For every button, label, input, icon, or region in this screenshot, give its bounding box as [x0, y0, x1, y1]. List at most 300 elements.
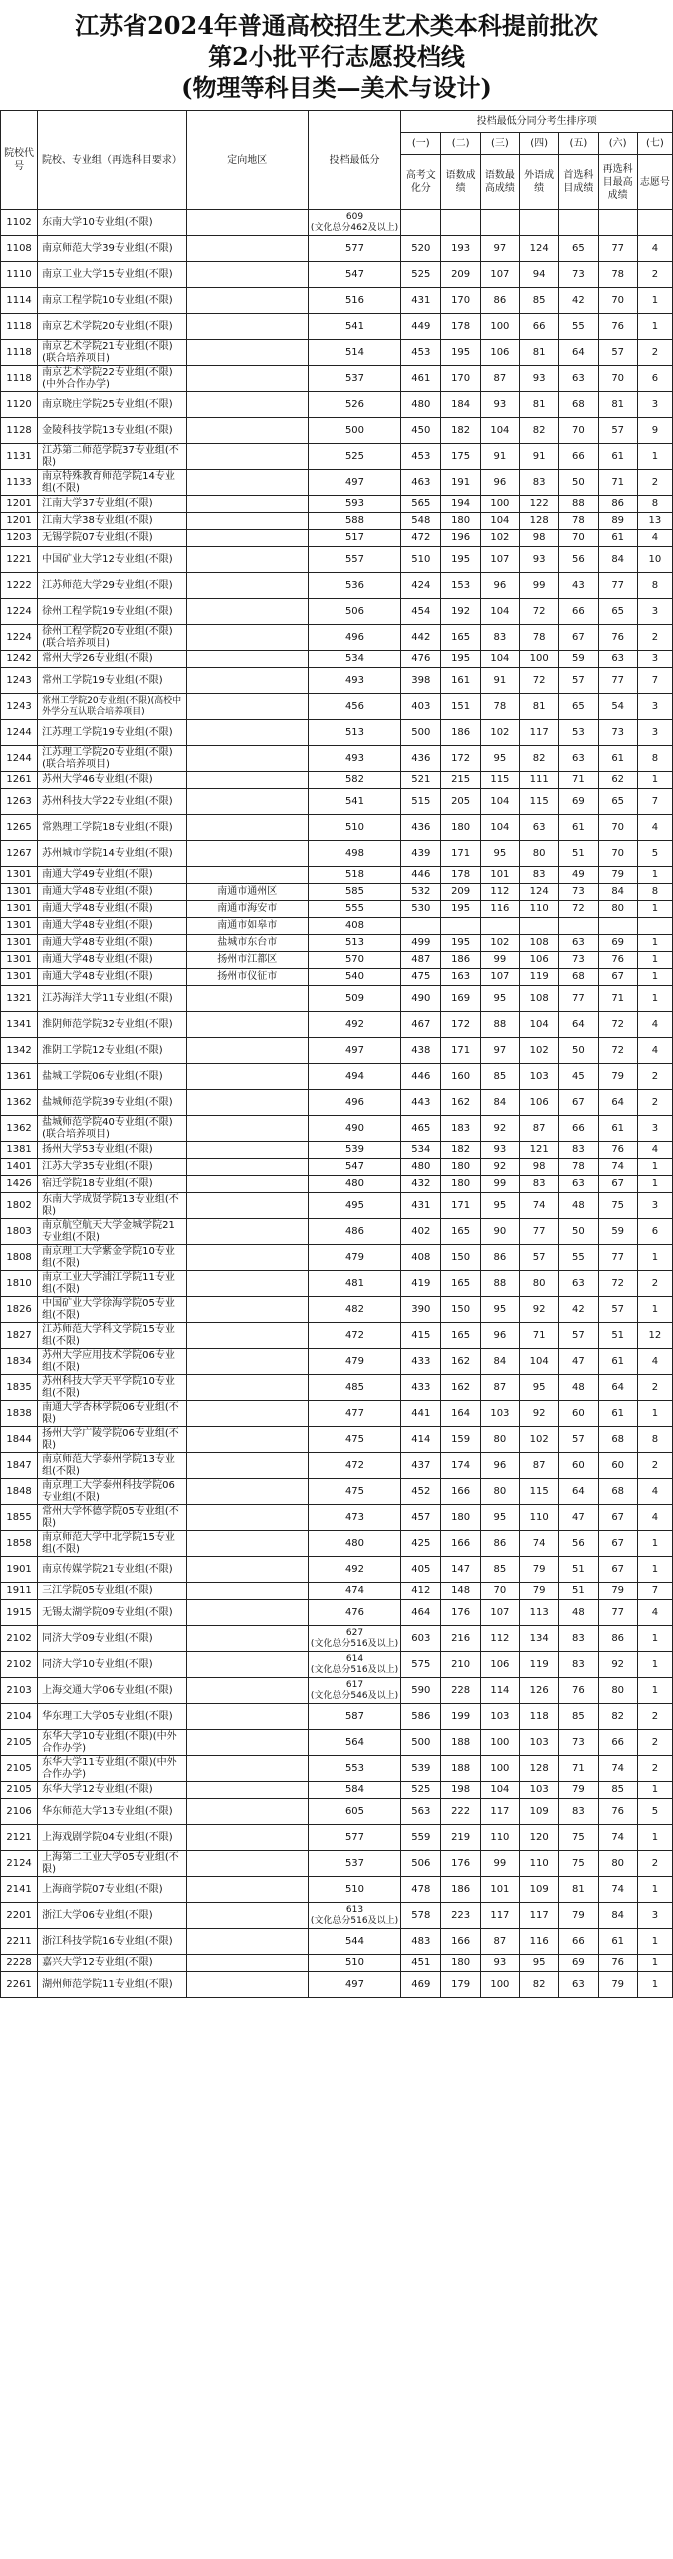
school-group-cell: 南京航空航天大学金城学院21专业组(不限)	[38, 1219, 187, 1245]
region-cell	[186, 867, 308, 884]
foreign-language-cell: 74	[520, 1193, 559, 1219]
title-line-2: 第2小批平行志愿投档线	[208, 42, 465, 71]
foreign-language-cell: 117	[520, 720, 559, 746]
score-total-cell: 449	[401, 314, 441, 340]
score-total-cell: 443	[401, 1090, 441, 1116]
preference-number-cell: 1	[637, 1557, 672, 1583]
chinese-math-max-cell: 96	[480, 1453, 519, 1479]
second-subject-max-cell: 73	[598, 720, 637, 746]
chinese-math-max-cell: 87	[480, 1375, 519, 1401]
foreign-language-cell: 94	[520, 262, 559, 288]
region-cell	[186, 694, 308, 720]
title-line-3: (物理等科目类—美术与设计)	[181, 73, 492, 102]
chinese-math-max-cell: 80	[480, 1427, 519, 1453]
second-subject-max-cell: 71	[598, 470, 637, 496]
first-subject-cell: 47	[559, 1349, 598, 1375]
min-score-cell: 582	[308, 772, 400, 789]
min-score-cell: 517	[308, 530, 400, 547]
chinese-math-max-cell: 100	[480, 496, 519, 513]
table-row	[1, 314, 673, 340]
region-cell	[186, 496, 308, 513]
chinese-math-max-cell: 83	[480, 625, 519, 651]
chinese-math-cell: 176	[441, 1851, 480, 1877]
region-cell	[186, 1401, 308, 1427]
chinese-math-cell	[441, 918, 480, 935]
school-group-cell: 江南大学37专业组(不限)	[38, 496, 187, 513]
second-subject-max-cell: 67	[598, 1505, 637, 1531]
second-subject-max-cell: 61	[598, 530, 637, 547]
school-code-cell: 1847	[1, 1453, 38, 1479]
chinese-math-max-cell: 91	[480, 668, 519, 694]
chinese-math-cell: 178	[441, 867, 480, 884]
min-score-cell: 609 (文化总分462及以上)	[308, 210, 400, 236]
preference-number-cell: 1	[637, 1176, 672, 1193]
region-cell	[186, 1851, 308, 1877]
region-cell	[186, 720, 308, 746]
first-subject-cell: 51	[559, 1557, 598, 1583]
second-subject-max-cell: 77	[598, 1245, 637, 1271]
table-row	[1, 694, 673, 720]
foreign-language-cell: 83	[520, 867, 559, 884]
score-total-cell: 525	[401, 262, 441, 288]
chinese-math-cell: 162	[441, 1349, 480, 1375]
first-subject-cell: 64	[559, 340, 598, 366]
chinese-math-cell: 176	[441, 1600, 480, 1626]
foreign-language-cell: 98	[520, 1159, 559, 1176]
chinese-math-cell: 162	[441, 1090, 480, 1116]
school-code-cell: 1131	[1, 444, 38, 470]
school-code-cell: 2105	[1, 1782, 38, 1799]
chinese-math-cell: 172	[441, 1012, 480, 1038]
min-score-cell: 494	[308, 1064, 400, 1090]
second-subject-max-cell: 70	[598, 815, 637, 841]
chinese-math-max-cell: 95	[480, 1297, 519, 1323]
table-row	[1, 986, 673, 1012]
school-code-cell: 1118	[1, 340, 38, 366]
chinese-math-max-cell: 97	[480, 236, 519, 262]
min-score-cell: 479	[308, 1245, 400, 1271]
preference-number-cell: 8	[637, 496, 672, 513]
min-score-cell: 492	[308, 1012, 400, 1038]
chinese-math-cell: 170	[441, 288, 480, 314]
preference-number-cell: 2	[637, 1730, 672, 1756]
min-score-cell: 540	[308, 969, 400, 986]
min-score-cell: 525	[308, 444, 400, 470]
first-subject-cell: 68	[559, 392, 598, 418]
min-score-cell: 539	[308, 1142, 400, 1159]
school-group-cell: 无锡太湖学院09专业组(不限)	[38, 1600, 187, 1626]
second-subject-max-cell: 67	[598, 969, 637, 986]
second-subject-max-cell: 79	[598, 1583, 637, 1600]
min-score-cell: 593	[308, 496, 400, 513]
foreign-language-cell	[520, 210, 559, 236]
region-cell	[186, 1626, 308, 1652]
foreign-language-cell: 93	[520, 547, 559, 573]
school-group-cell: 南京师范大学中北学院15专业组(不限)	[38, 1531, 187, 1557]
school-code-cell: 1321	[1, 986, 38, 1012]
second-subject-max-cell: 74	[598, 1825, 637, 1851]
region-cell	[186, 547, 308, 573]
second-subject-max-cell: 76	[598, 1142, 637, 1159]
score-total-cell: 451	[401, 1955, 441, 1972]
table-row	[1, 746, 673, 772]
min-score-cell: 510	[308, 1955, 400, 1972]
region-cell	[186, 418, 308, 444]
school-code-cell: 1915	[1, 1600, 38, 1626]
min-score-cell: 496	[308, 625, 400, 651]
second-subject-max-cell: 79	[598, 867, 637, 884]
table-row	[1, 513, 673, 530]
header-school-group: 院校、专业组（再选科目要求）	[38, 111, 187, 210]
second-subject-max-cell: 78	[598, 262, 637, 288]
preference-number-cell: 2	[637, 262, 672, 288]
foreign-language-cell: 116	[520, 1929, 559, 1955]
foreign-language-cell: 120	[520, 1825, 559, 1851]
region-cell	[186, 340, 308, 366]
chinese-math-max-cell: 86	[480, 1531, 519, 1557]
school-group-cell: 常州大学26专业组(不限)	[38, 651, 187, 668]
table-row	[1, 1782, 673, 1799]
foreign-language-cell: 79	[520, 1583, 559, 1600]
region-cell	[186, 444, 308, 470]
chinese-math-max-cell: 99	[480, 1176, 519, 1193]
score-total-cell: 510	[401, 547, 441, 573]
chinese-math-max-cell: 93	[480, 1955, 519, 1972]
foreign-language-cell: 87	[520, 1116, 559, 1142]
school-group-cell: 淮阴工学院12专业组(不限)	[38, 1038, 187, 1064]
first-subject-cell: 75	[559, 1825, 598, 1851]
region-cell	[186, 470, 308, 496]
region-cell	[186, 1557, 308, 1583]
chinese-math-max-cell: 115	[480, 772, 519, 789]
first-subject-cell: 70	[559, 418, 598, 444]
school-code-cell: 1243	[1, 694, 38, 720]
second-subject-max-cell: 59	[598, 1219, 637, 1245]
foreign-language-cell: 77	[520, 1219, 559, 1245]
first-subject-cell: 63	[559, 935, 598, 952]
first-subject-cell: 59	[559, 651, 598, 668]
chinese-math-cell: 160	[441, 1064, 480, 1090]
foreign-language-cell: 81	[520, 694, 559, 720]
first-subject-cell: 69	[559, 1955, 598, 1972]
school-group-cell: 金陵科技学院13专业组(不限)	[38, 418, 187, 444]
table-row	[1, 1626, 673, 1652]
school-code-cell: 1110	[1, 262, 38, 288]
school-code-cell: 1858	[1, 1531, 38, 1557]
chinese-math-max-cell: 92	[480, 1159, 519, 1176]
school-code-cell: 1118	[1, 314, 38, 340]
foreign-language-cell: 80	[520, 1271, 559, 1297]
second-subject-max-cell: 68	[598, 1427, 637, 1453]
second-subject-max-cell: 64	[598, 1375, 637, 1401]
score-total-cell: 534	[401, 1142, 441, 1159]
chinese-math-max-cell: 112	[480, 884, 519, 901]
score-total-cell: 403	[401, 694, 441, 720]
score-total-cell: 446	[401, 1064, 441, 1090]
min-score-cell: 547	[308, 1159, 400, 1176]
score-total-cell: 467	[401, 1012, 441, 1038]
table-row	[1, 651, 673, 668]
region-cell	[186, 815, 308, 841]
score-total-cell: 563	[401, 1799, 441, 1825]
chinese-math-max-cell: 101	[480, 1877, 519, 1903]
school-code-cell: 2211	[1, 1929, 38, 1955]
chinese-math-cell: 165	[441, 1219, 480, 1245]
preference-number-cell: 8	[637, 573, 672, 599]
region-cell	[186, 1505, 308, 1531]
second-subject-max-cell: 72	[598, 1012, 637, 1038]
score-total-cell: 439	[401, 841, 441, 867]
preference-number-cell: 1	[637, 1782, 672, 1799]
min-score-cell: 500	[308, 418, 400, 444]
min-score-cell: 481	[308, 1271, 400, 1297]
chinese-math-cell: 188	[441, 1756, 480, 1782]
second-subject-max-cell: 57	[598, 340, 637, 366]
min-score-cell: 510	[308, 1877, 400, 1903]
region-cell	[186, 746, 308, 772]
school-group-cell: 常熟理工学院18专业组(不限)	[38, 815, 187, 841]
school-group-cell: 徐州工程学院20专业组(不限)(联合培养项目)	[38, 625, 187, 651]
preference-number-cell: 2	[637, 625, 672, 651]
second-subject-max-cell: 79	[598, 1064, 637, 1090]
header-school-code: 院校代号	[1, 111, 38, 210]
region-cell	[186, 1652, 308, 1678]
foreign-language-cell: 126	[520, 1678, 559, 1704]
school-group-cell: 南通大学48专业组(不限)	[38, 969, 187, 986]
region-cell	[186, 1159, 308, 1176]
second-subject-max-cell: 74	[598, 1159, 637, 1176]
school-code-cell: 1362	[1, 1116, 38, 1142]
school-code-cell: 1114	[1, 288, 38, 314]
foreign-language-cell: 119	[520, 969, 559, 986]
first-subject-cell: 65	[559, 694, 598, 720]
second-subject-max-cell: 70	[598, 288, 637, 314]
score-total-cell: 431	[401, 1193, 441, 1219]
min-score-cell: 555	[308, 901, 400, 918]
region-cell	[186, 651, 308, 668]
foreign-language-cell: 72	[520, 599, 559, 625]
second-subject-max-cell: 77	[598, 1600, 637, 1626]
min-score-cell: 509	[308, 986, 400, 1012]
region-cell	[186, 1012, 308, 1038]
chinese-math-cell: 172	[441, 746, 480, 772]
school-group-cell: 江南大学38专业组(不限)	[38, 513, 187, 530]
chinese-math-cell: 165	[441, 1323, 480, 1349]
first-subject-cell: 78	[559, 1159, 598, 1176]
first-subject-cell: 51	[559, 841, 598, 867]
chinese-math-max-cell: 85	[480, 1557, 519, 1583]
school-code-cell: 1301	[1, 867, 38, 884]
foreign-language-cell: 85	[520, 288, 559, 314]
chinese-math-cell: 151	[441, 694, 480, 720]
table-row	[1, 599, 673, 625]
foreign-language-cell: 104	[520, 1349, 559, 1375]
min-score-cell: 474	[308, 1583, 400, 1600]
school-group-cell: 浙江科技学院16专业组(不限)	[38, 1929, 187, 1955]
foreign-language-cell: 81	[520, 392, 559, 418]
chinese-math-cell: 209	[441, 884, 480, 901]
first-subject-cell: 73	[559, 262, 598, 288]
chinese-math-max-cell: 93	[480, 1142, 519, 1159]
min-score-cell: 472	[308, 1453, 400, 1479]
region-cell	[186, 513, 308, 530]
preference-number-cell: 1	[637, 1972, 672, 1998]
region-cell	[186, 1600, 308, 1626]
first-subject-cell: 55	[559, 1245, 598, 1271]
chinese-math-max-cell: 95	[480, 986, 519, 1012]
second-subject-max-cell: 86	[598, 496, 637, 513]
table-row	[1, 1038, 673, 1064]
chinese-math-max-cell: 100	[480, 314, 519, 340]
school-group-cell: 上海第二工业大学05专业组(不限)	[38, 1851, 187, 1877]
second-subject-max-cell: 70	[598, 841, 637, 867]
chinese-math-cell: 193	[441, 236, 480, 262]
school-group-cell: 无锡学院07专业组(不限)	[38, 530, 187, 547]
region-cell	[186, 1955, 308, 1972]
chinese-math-cell: 183	[441, 1116, 480, 1142]
chinese-math-max-cell: 101	[480, 867, 519, 884]
first-subject-cell: 45	[559, 1064, 598, 1090]
school-group-cell: 扬州大学广陵学院06专业组(不限)	[38, 1427, 187, 1453]
chinese-math-cell: 195	[441, 340, 480, 366]
title-line-1: 江苏省2024年普通高校招生艺术类本科提前批次	[75, 11, 598, 40]
school-group-cell: 东南大学成贤学院13专业组(不限)	[38, 1193, 187, 1219]
foreign-language-cell: 81	[520, 340, 559, 366]
table-row	[1, 444, 673, 470]
foreign-language-cell: 95	[520, 1375, 559, 1401]
table-row	[1, 210, 673, 236]
score-total-cell: 425	[401, 1531, 441, 1557]
second-subject-max-cell: 86	[598, 1626, 637, 1652]
school-group-cell: 徐州工程学院19专业组(不限)	[38, 599, 187, 625]
school-code-cell: 1221	[1, 547, 38, 573]
foreign-language-cell: 119	[520, 1652, 559, 1678]
header-tiebreak: 投档最低分同分考生排序项	[401, 111, 673, 133]
chinese-math-max-cell: 104	[480, 815, 519, 841]
preference-number-cell: 1	[637, 935, 672, 952]
min-score-cell: 537	[308, 366, 400, 392]
school-code-cell: 1263	[1, 789, 38, 815]
second-subject-max-cell: 84	[598, 547, 637, 573]
min-score-cell: 475	[308, 1479, 400, 1505]
min-score-cell: 408	[308, 918, 400, 935]
score-total-cell: 539	[401, 1756, 441, 1782]
chinese-math-cell: 188	[441, 1730, 480, 1756]
score-total-cell: 472	[401, 530, 441, 547]
school-group-cell: 同济大学09专业组(不限)	[38, 1626, 187, 1652]
preference-number-cell: 4	[637, 1012, 672, 1038]
preference-number-cell: 2	[637, 1453, 672, 1479]
table-row	[1, 470, 673, 496]
school-code-cell: 1224	[1, 599, 38, 625]
preference-number-cell: 1	[637, 1929, 672, 1955]
score-total-cell	[401, 210, 441, 236]
preference-number-cell: 8	[637, 1427, 672, 1453]
school-group-cell: 南京工程学院10专业组(不限)	[38, 288, 187, 314]
chinese-math-max-cell	[480, 918, 519, 935]
header-sub-number: (七)	[637, 133, 672, 155]
region-cell	[186, 789, 308, 815]
table-row	[1, 918, 673, 935]
chinese-math-max-cell: 97	[480, 1038, 519, 1064]
min-score-cell: 472	[308, 1323, 400, 1349]
min-score-cell: 544	[308, 1929, 400, 1955]
preference-number-cell: 2	[637, 470, 672, 496]
second-subject-max-cell: 92	[598, 1652, 637, 1678]
region-cell	[186, 625, 308, 651]
chinese-math-cell: 165	[441, 1271, 480, 1297]
first-subject-cell: 50	[559, 1219, 598, 1245]
chinese-math-cell: 186	[441, 720, 480, 746]
first-subject-cell: 77	[559, 986, 598, 1012]
school-group-cell: 南通大学48专业组(不限)	[38, 901, 187, 918]
school-code-cell: 2105	[1, 1730, 38, 1756]
school-group-cell: 苏州科技大学22专业组(不限)	[38, 789, 187, 815]
foreign-language-cell: 128	[520, 1756, 559, 1782]
table-row	[1, 1851, 673, 1877]
foreign-language-cell: 71	[520, 1323, 559, 1349]
school-code-cell: 1120	[1, 392, 38, 418]
table-row	[1, 1730, 673, 1756]
table-row	[1, 1427, 673, 1453]
chinese-math-cell: 192	[441, 599, 480, 625]
score-total-cell: 398	[401, 668, 441, 694]
second-subject-max-cell: 74	[598, 1756, 637, 1782]
first-subject-cell: 42	[559, 288, 598, 314]
school-code-cell: 1243	[1, 668, 38, 694]
min-score-cell: 473	[308, 1505, 400, 1531]
second-subject-max-cell: 85	[598, 1782, 637, 1799]
first-subject-cell: 79	[559, 1903, 598, 1929]
preference-number-cell: 3	[637, 1903, 672, 1929]
min-score-cell: 588	[308, 513, 400, 530]
score-total-cell: 500	[401, 720, 441, 746]
preference-number-cell: 1	[637, 901, 672, 918]
school-group-cell: 南通大学48专业组(不限)	[38, 952, 187, 969]
first-subject-cell: 50	[559, 1038, 598, 1064]
second-subject-max-cell: 67	[598, 1531, 637, 1557]
header-sub-number: (一)	[401, 133, 441, 155]
min-score-cell: 493	[308, 668, 400, 694]
chinese-math-max-cell: 92	[480, 1116, 519, 1142]
foreign-language-cell: 80	[520, 841, 559, 867]
chinese-math-cell: 186	[441, 1877, 480, 1903]
score-total-cell: 454	[401, 599, 441, 625]
second-subject-max-cell: 62	[598, 772, 637, 789]
chinese-math-cell: 199	[441, 1704, 480, 1730]
school-code-cell: 1201	[1, 496, 38, 513]
table-row	[1, 366, 673, 392]
min-score-cell: 496	[308, 1090, 400, 1116]
school-code-cell: 1848	[1, 1479, 38, 1505]
chinese-math-cell: 222	[441, 1799, 480, 1825]
school-group-cell: 江苏师范大学29专业组(不限)	[38, 573, 187, 599]
foreign-language-cell: 110	[520, 901, 559, 918]
table-row	[1, 496, 673, 513]
region-cell	[186, 1064, 308, 1090]
table-row	[1, 1583, 673, 1600]
chinese-math-max-cell: 104	[480, 599, 519, 625]
chinese-math-max-cell: 116	[480, 901, 519, 918]
second-subject-max-cell: 81	[598, 392, 637, 418]
table-row	[1, 1479, 673, 1505]
first-subject-cell: 57	[559, 1427, 598, 1453]
region-cell	[186, 366, 308, 392]
score-total-cell: 442	[401, 625, 441, 651]
chinese-math-max-cell: 93	[480, 392, 519, 418]
min-score-cell: 485	[308, 1375, 400, 1401]
foreign-language-cell: 115	[520, 789, 559, 815]
